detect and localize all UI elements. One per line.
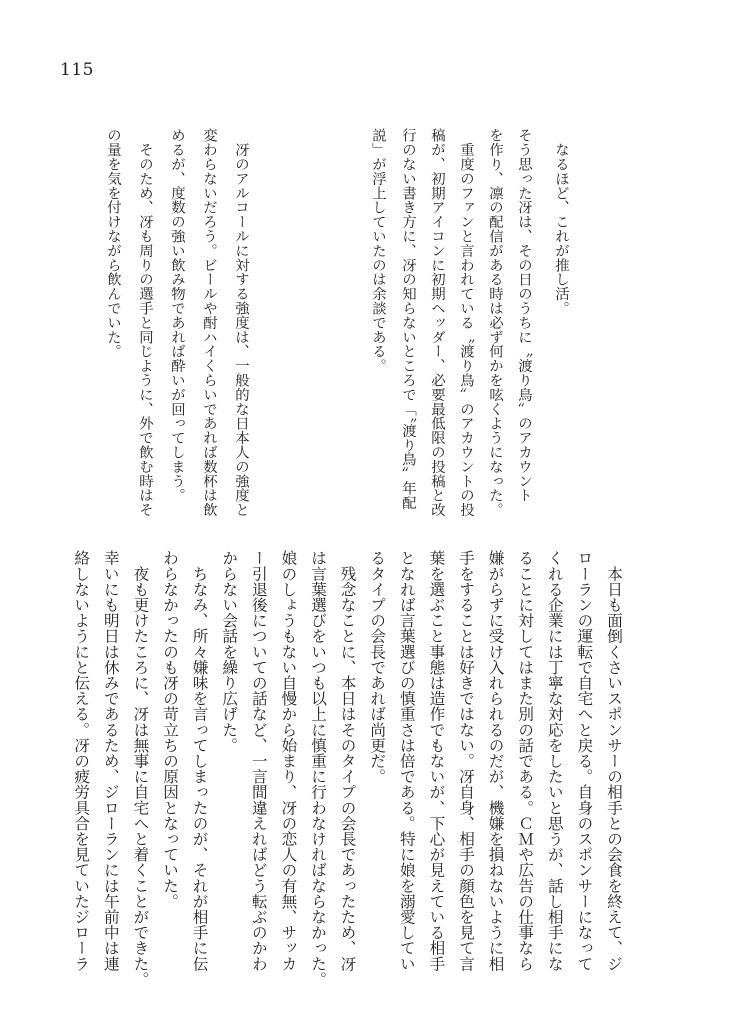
text-column: 変わらないだろう。ビールや酎ハイくらいであれば数杯は飲 xyxy=(201,128,217,517)
text-column: ちなみ、所々嫌味を言ってしまったのが、それが相手に伝 xyxy=(190,550,209,972)
text-column: 本日も面倒くさいスポンサーの相手との会食を終えて、ジ xyxy=(605,550,623,972)
text-column: 幸いにも明日は休みであるため、ジローランには午前中は連 xyxy=(101,550,120,972)
text-column: の量を気を付けながら飲んでいた。 xyxy=(105,128,121,359)
text-column: からない会話を繰り広げた。 xyxy=(220,550,239,753)
text-column: となれば言葉選びの慎重さは倍である。特に娘を溺愛してい xyxy=(397,550,416,972)
text-column: 娘のしょうもない自慢から始まり、冴の恋人の有無、サッカ xyxy=(279,550,298,972)
text-column: を作り、凛の配信がある時は必ず何かを呟くようになった。 xyxy=(487,128,503,517)
text-column: 冴のアルコールに対する強度は、一般的な日本人の強度と xyxy=(233,128,249,517)
text-column: めるが、度数の強い飲み物であれば酔いが回ってしまう。 xyxy=(169,128,185,503)
text-column: 手をすることは好きではない。冴自身、相手の顔色を見て言 xyxy=(457,550,475,972)
text-column: ー引退後についての話など、一言間違えればどう転ぶのかわ xyxy=(249,550,268,972)
text-column: わらなかったのも冴の苛立ちの原因となっていた。 xyxy=(161,550,179,909)
text-column: 重度のファンと言われている〝渡り鳥〟のアカウントの投 xyxy=(458,128,474,517)
text-column: なるほど、これが推し活。 xyxy=(553,128,569,316)
text-column: 行のない書き方に、冴の知らないところで「〝渡り鳥〟年配 xyxy=(400,128,416,510)
text-column: 説」が浮上していたのは余談である。 xyxy=(370,128,386,373)
text-column: は言葉選びをいつも以上に慎重に行わなければならなかった。 xyxy=(309,550,327,987)
text-column: 嫌がらずに受け入れられるのだが、機嫌を損ねないように相 xyxy=(486,550,505,972)
text-column: ローランの運転で自宅へと戻る。自身のスポンサーになって xyxy=(575,550,594,972)
text-column: るタイプの会長であれば尚更だ。 xyxy=(368,550,387,784)
text-column: ることに対してはまた別の話である。ＣＭや広告の仕事なら xyxy=(516,550,535,972)
text-column: そのため、冴も周りの選手と同じように、外で飲む時はそ xyxy=(137,128,153,517)
text-column: 絡しないようにと伝える。冴の疲労具合を見ていたジローラ xyxy=(72,550,91,972)
text-column: 残念なことに、本日はそのタイプの会長であったため、冴 xyxy=(338,550,357,972)
text-column: そう思った冴は、その日のうちに〝渡り鳥〟のアカウント xyxy=(516,128,532,503)
page-number: 115 xyxy=(60,60,94,80)
text-column: くれる企業には丁寧な対応をしたいと思うが、話し相手にな xyxy=(545,550,564,972)
text-column: 稿が、初期アイコンに初期ヘッダー、必要最低限の投稿と改 xyxy=(429,128,445,517)
text-column: 葉を選ぶこと事態は造作でもないが、下心が見えている相手 xyxy=(427,550,446,972)
text-column: 夜も更けたころに、冴は無事に自宅へと着くことができた。 xyxy=(131,550,150,987)
